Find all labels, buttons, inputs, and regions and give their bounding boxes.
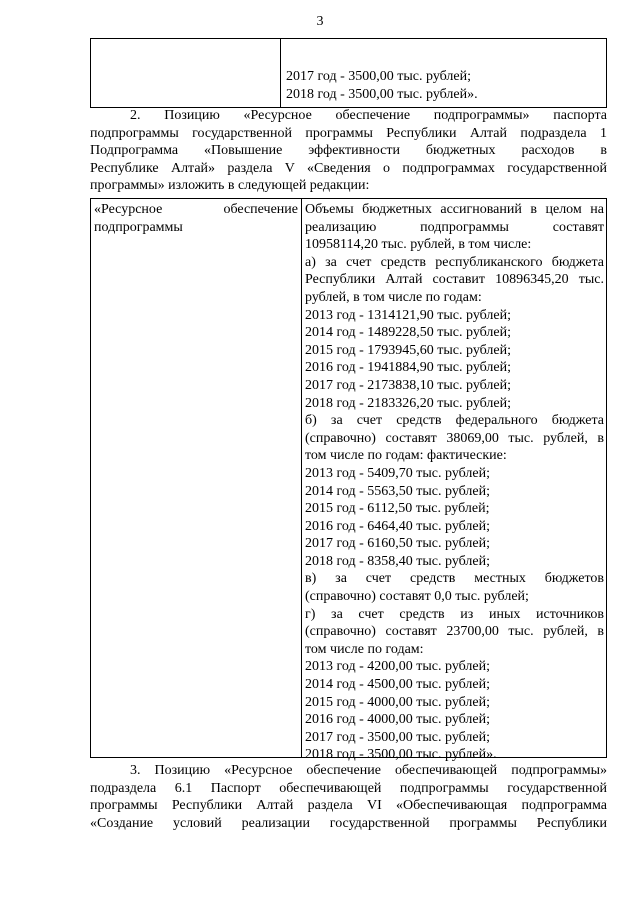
table-line: реализацию подпрограммы составят: [305, 219, 604, 235]
table-line: 2016 год - 1941884,90 тыс. рублей;: [305, 360, 512, 376]
paragraph-line: 3. Позицию «Ресурсное обеспечение обеспечивающей подпрограммы»: [130, 763, 607, 778]
paragraph-line: программы Республики Алтай раздела VI «Обеспечивающая подпрограмма: [90, 798, 607, 814]
paragraph-line: программы» изложить в следующей редакции:: [90, 178, 370, 194]
table-line: в) за счет средств местных бюджетов: [305, 571, 604, 587]
table-line: (справочно) составят 23700,00 тыс. рублей, в: [305, 624, 604, 640]
table-line: (справочно) составят 38069,00 тыс. рублей, в: [305, 430, 604, 446]
paragraph-line: 2. Позицию «Ресурсное обеспечение подпрограммы» паспорта: [130, 108, 607, 123]
table-line: 2014 год - 1489228,50 тыс. рублей;: [305, 325, 512, 341]
table-line: подпрограммы: [94, 219, 183, 235]
table-line: 2016 год - 4000,00 тыс. рублей;: [305, 712, 491, 728]
table-line: 2015 год - 1793945,60 тыс. рублей;: [305, 342, 512, 358]
table-line: 2017 год - 3500,00 тыс. рублей;: [286, 69, 472, 84]
resource-table: [90, 198, 607, 763]
table-line: 2014 год - 4500,00 тыс. рублей;: [305, 677, 491, 693]
table-line: 2015 год - 6112,50 тыс. рублей;: [305, 501, 490, 517]
resource-table-right-cell: [305, 201, 604, 764]
table-column-divider: [280, 39, 281, 107]
top-table: [90, 38, 607, 108]
table-line: а) за счет средств республиканского бюджета: [305, 254, 604, 270]
paragraph-line: Республике Алтай» раздела V «Сведения о подпрограммах государственной: [90, 160, 607, 176]
table-line: 2013 год - 4200,00 тыс. рублей;: [305, 659, 491, 675]
table-line: 2013 год - 5409,70 тыс. рублей;: [305, 465, 491, 481]
table-line: 10958114,20 тыс. рублей, в том числе:: [305, 237, 532, 253]
paragraph-line: подпрограммы государственной программы Республики Алтай подраздела 1: [90, 125, 607, 141]
table-line: 2018 год - 3500,00 тыс. рублей».: [305, 747, 497, 763]
table-line: рублей, в том числе по годам:: [305, 289, 482, 305]
paragraph-line: Подпрограмма «Повышение эффективности бюджетных расходов в: [90, 143, 607, 159]
table-line: 2018 год - 2183326,20 тыс. рублей;: [305, 395, 512, 411]
paragraph-3: [90, 762, 607, 832]
paragraph-line: «Создание условий реализации государственной программы Республики: [90, 815, 607, 831]
table-line: 2017 год - 2173838,10 тыс. рублей;: [305, 377, 512, 393]
table-line: 2015 год - 4000,00 тыс. рублей;: [305, 694, 491, 710]
table-line: 2016 год - 6464,40 тыс. рублей;: [305, 518, 491, 534]
table-line: 2014 год - 5563,50 тыс. рублей;: [305, 483, 491, 499]
paragraph-line: подраздела 6.1 Паспорт обеспечивающей подпрограммы государственной: [90, 780, 607, 796]
table-line: 2017 год - 3500,00 тыс. рублей;: [305, 729, 491, 745]
table-line: том числе по годам:: [305, 641, 424, 657]
page-number: 3: [316, 14, 324, 29]
table-line: Республики Алтай составит 10896345,20 тыс.: [305, 272, 604, 288]
top-table-right-cell: [286, 68, 596, 103]
paragraph-2: [90, 107, 607, 195]
table-line: 2018 год - 3500,00 тыс. рублей».: [286, 86, 478, 102]
table-line: г) за счет средств из иных источников: [305, 606, 604, 622]
table-line: 2018 год - 8358,40 тыс. рублей;: [305, 553, 491, 569]
table-line: Объемы бюджетных ассигнований в целом на: [305, 202, 604, 217]
table-line: (справочно) составят 0,0 тыс. рублей;: [305, 589, 529, 605]
resource-table-left-cell: [94, 201, 298, 236]
table-column-divider: [301, 199, 302, 757]
table-line: «Ресурсное обеспечение: [94, 202, 298, 217]
table-line: 2013 год - 1314121,90 тыс. рублей;: [305, 307, 512, 323]
table-line: б) за счет средств федерального бюджета: [305, 413, 604, 429]
table-line: 2017 год - 6160,50 тыс. рублей;: [305, 536, 491, 552]
table-line: том числе по годам: фактические:: [305, 448, 507, 464]
